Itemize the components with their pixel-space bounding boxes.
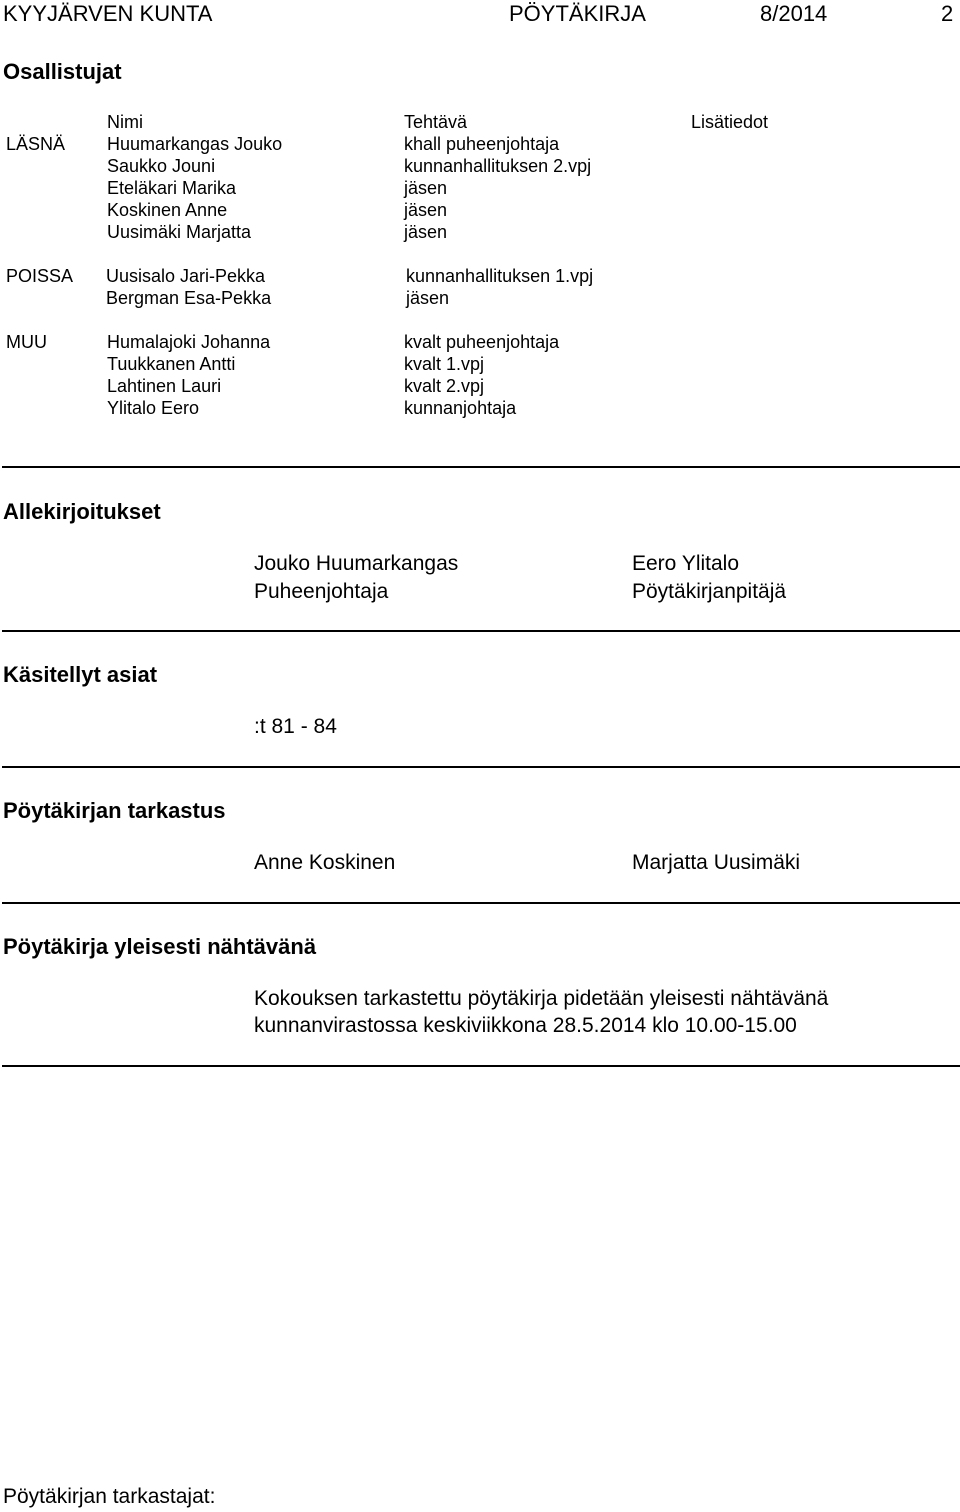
participant-name: Uusisalo Jari-Pekka: [106, 266, 266, 286]
participant-role: kunnanhallituksen 1.vpj: [406, 266, 594, 286]
items-range: :t 81 - 84: [254, 715, 337, 738]
signatures-title: Allekirjoitukset: [3, 499, 161, 524]
participant-role: jäsen: [406, 288, 450, 308]
municipality-name: KYYJÄRVEN KUNTA: [3, 1, 213, 26]
section-divider: [2, 630, 960, 632]
column-header-info: Lisätiedot: [691, 112, 769, 132]
chairperson-role: Puheenjohtaja: [254, 580, 389, 603]
participant-name: Koskinen Anne: [107, 200, 228, 220]
participant-role: kvalt 2.vpj: [404, 376, 485, 396]
public-display-text: kunnanvirastossa keskiviikkona 28.5.2014 klo 10.00-15.00: [254, 1014, 797, 1037]
reviewers-signature-label: Pöytäkirjan tarkastajat:: [3, 1485, 216, 1508]
participant-name: Uusimäki Marjatta: [107, 222, 252, 242]
column-header-name: Nimi: [107, 112, 143, 132]
participant-name: Huumarkangas Jouko: [107, 134, 283, 154]
section-divider: [2, 466, 960, 468]
reviewer-name: Marjatta Uusimäki: [632, 851, 801, 874]
section-divider: [2, 1065, 960, 1067]
participant-name: Tuukkanen Antti: [107, 354, 236, 374]
group-label-other: MUU: [6, 332, 47, 352]
page-number: 2: [941, 1, 954, 26]
participant-role: jäsen: [404, 222, 448, 242]
participant-role: kvalt puheenjohtaja: [404, 332, 560, 352]
public-display-title: Pöytäkirja yleisesti nähtävänä: [3, 934, 317, 959]
participant-name: Lahtinen Lauri: [107, 376, 222, 396]
column-header-role: Tehtävä: [404, 112, 468, 132]
document-number: 8/2014: [760, 1, 828, 26]
document-type: PÖYTÄKIRJA: [509, 1, 646, 26]
participants-title: Osallistujat: [3, 59, 122, 84]
participant-role: jäsen: [404, 178, 448, 198]
section-divider: [2, 766, 960, 768]
participant-role: kunnanhallituksen 2.vpj: [404, 156, 592, 176]
chairperson-name: Jouko Huumarkangas: [254, 552, 459, 575]
participant-role: kunnanjohtaja: [404, 398, 517, 418]
public-display-text: Kokouksen tarkastettu pöytäkirja pidetään yleisesti nähtävänä: [254, 987, 829, 1010]
participant-name: Ylitalo Eero: [107, 398, 200, 418]
group-label-present: LÄSNÄ: [6, 134, 66, 154]
secretary-name: Eero Ylitalo: [632, 552, 740, 575]
group-label-absent: POISSA: [6, 266, 74, 286]
participant-role: kvalt 1.vpj: [404, 354, 485, 374]
participant-name: Eteläkari Marika: [107, 178, 237, 198]
participant-name: Saukko Jouni: [107, 156, 216, 176]
participant-name: Humalajoki Johanna: [107, 332, 271, 352]
reviewer-name: Anne Koskinen: [254, 851, 396, 874]
participant-role: khall puheenjohtaja: [404, 134, 560, 154]
participant-role: jäsen: [404, 200, 448, 220]
items-title: Käsitellyt asiat: [3, 662, 158, 687]
participant-name: Bergman Esa-Pekka: [106, 288, 272, 308]
section-divider: [2, 902, 960, 904]
secretary-role: Pöytäkirjanpitäjä: [632, 580, 787, 603]
review-title: Pöytäkirjan tarkastus: [3, 798, 226, 823]
